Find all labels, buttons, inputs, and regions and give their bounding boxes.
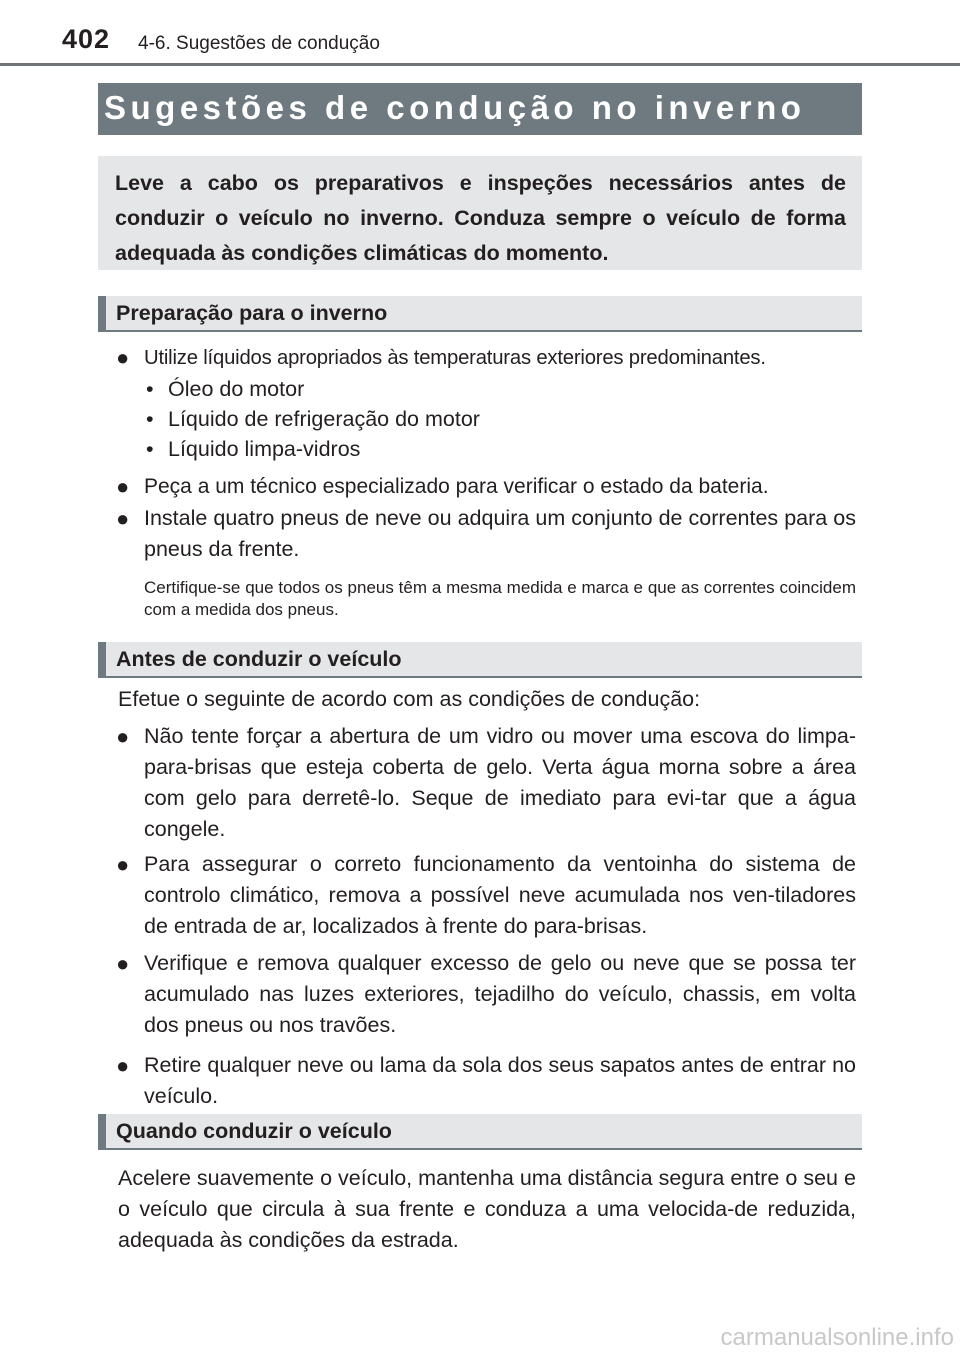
bullet-text: Utilize líquidos apropriados às temperaturas exteriores predominantes. — [144, 347, 766, 369]
section-heading-preparation — [98, 296, 862, 332]
section-heading-text: Preparação para o inverno — [116, 301, 388, 325]
bullet-icon: ● — [116, 852, 130, 877]
bullet-text: Verifique e remova qualquer excesso de gelo ou neve que se possa ter acumulado nas luzes exteriores, tejadilho do veículo, chassis, em volta dos pneus ou nos travões. — [144, 951, 856, 1037]
title-bar — [98, 83, 862, 135]
running-header: 4-6. Sugestões de condução — [138, 33, 380, 54]
bullet-text: Peça a um técnico especializado para verificar o estado da bateria. — [144, 475, 769, 498]
sub-item-text: Líquido limpa-vidros — [168, 437, 361, 461]
section-heading-text: Quando conduzir o veículo — [116, 1119, 392, 1143]
bullet-text: Para assegurar o correto funcionamento da ventoinha do sistema de controlo climático, remova a possível neve acumulada nos ven-tiladores de entrada de ar, localizados à frente do para-brisas. — [144, 852, 856, 938]
sub-item-text: Óleo do motor — [168, 377, 305, 401]
intro-text: Leve a cabo os preparativos e inspeções necessários antes de conduzir o veículo no inverno. Conduza sempre o veículo de forma adequada às condições climáticas do momento. — [115, 171, 846, 265]
bullet-icon: ● — [116, 951, 130, 976]
bullet-text: Não tente forçar a abertura de um vidro ou mover uma escova do limpa-para-brisas que esteja coberta de gelo. Verta água morna sobre a área com gelo para derretê-lo. Seque de imediato para evi-tar que a água congele. — [144, 724, 856, 841]
intro-box — [98, 156, 862, 270]
sub-item-text: Líquido de refrigeração do motor — [168, 407, 480, 431]
bullet-icon: ● — [116, 724, 130, 749]
sub-item — [146, 404, 480, 434]
watermark: carmanualsonline.info — [720, 1324, 954, 1351]
bullet-text: Retire qualquer neve ou lama da sola dos seus sapatos antes de entrar no veículo. — [144, 1053, 856, 1108]
sub-bullet-icon: • — [146, 437, 154, 461]
bullet-icon: ● — [116, 506, 130, 531]
bullet-icon: ● — [116, 345, 130, 370]
section-heading-when-driving — [98, 1114, 862, 1150]
lead-paragraph: Efetue o seguinte de acordo com as condições de condução: — [118, 687, 701, 711]
bullet-item — [116, 721, 856, 845]
bullet-icon: ● — [116, 1053, 130, 1078]
sub-bullet-icon: • — [146, 407, 154, 431]
bullet-item — [116, 503, 856, 565]
section-heading-before-driving — [98, 642, 862, 678]
bullet-item — [116, 1050, 856, 1112]
page-number: 402 — [62, 24, 111, 54]
header-rule — [0, 63, 960, 66]
bullet-item — [116, 948, 856, 1041]
body-paragraph: Acelere suavemente o veículo, mantenha uma distância segura entre o seu e o veículo que circula à sua frente e conduza a uma velocida-de reduzida, adequada às condições da estrada. — [118, 1166, 856, 1252]
bullet-icon: ● — [116, 474, 130, 499]
page-title: Sugestões de condução no inverno — [104, 89, 806, 126]
bullet-item — [116, 342, 856, 374]
bullet-item — [116, 471, 856, 502]
sub-item — [146, 434, 360, 464]
bullet-item — [116, 849, 856, 942]
note-text: Certifique-se que todos os pneus têm a mesma medida e marca e que as correntes coincidem com a medida dos pneus. — [144, 578, 856, 619]
bullet-text: Instale quatro pneus de neve ou adquira um conjunto de correntes para os pneus da frente. — [144, 506, 856, 561]
section-heading-text: Antes de conduzir o veículo — [116, 647, 402, 671]
sub-item — [146, 374, 304, 404]
sub-bullet-icon: • — [146, 377, 154, 401]
